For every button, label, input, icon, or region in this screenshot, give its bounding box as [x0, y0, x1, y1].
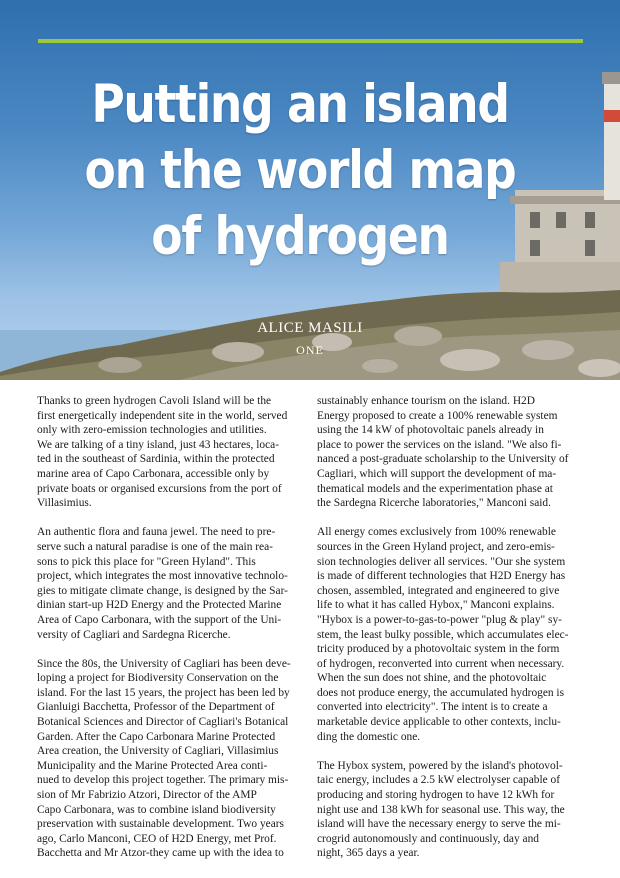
paragraph: sustainably enhance tourism on the island. H2D Energy proposed to create a 100% renewable system using the 14 kW of photovoltaic panels already in place to power the services on the island. "We also fi- nanced a post-graduate scholarship to the University of Cagliari, which will support the development of ma- thematical models and the experimentation phase at the Sardegna Ricerche laboratories," Manconi said.	[317, 395, 569, 510]
article-title	[76, 72, 523, 270]
hero-image	[0, 0, 620, 380]
title-line-3: of hydrogen	[151, 206, 449, 267]
title-rule	[38, 39, 583, 43]
paragraph: Thanks to green hydrogen Cavoli Island will be the first energetically independent site in the world, served only with zero-emission technologies and utilities. We are talking of a tiny island, just 43 hectares, loca- ted in the southeast of Sardinia, within the protected marine area of Capo Carbonara, accessible only by private boats or organised excursions from the port of Villasimius.	[37, 395, 288, 510]
paragraph: All energy comes exclusively from 100% renewable sources in the Green Hyland project, and zero-emis- sion technologies deliver all services. "Our she system is made of different technologies that H2D Energy has chosen, assembled, integrated and engineered to give life to what it has called Hybox," Manconi explains. "Hybox is a power-to-gas-to-power "plug & play" sy- stem, the least bulky possible, which accumulates elec- tricity produced by a photovoltaic system in the form of hydrogen, reconverted into current when necessary. When the sun does not shine, and the photovoltaic does not produce energy, the accumulated hydrogen is converted into electricity". The intent is to create a marketable device applicable to other contexts, inclu- ding the domestic one.	[317, 526, 569, 743]
paragraph: Since the 80s, the University of Cagliari has been deve- loping a project for Biodiversity Conservation on the island. For the last 15 years, the project has been led by Gianluigi Bacchetta, Professor of the Department of Botanical Sciences and Director of Cagliari's Botanical Garden. After the Capo Carbonara Marine Protected Area creation, the University of Cagliari, Villasimius Municipality and the Marine Protected Area conti- nued to develop this project together. The primary mis- sion of Mr Fabrizio Atzori, Director of the AMP Capo Carbonara, was to combine island biodiversity preservation with sustainable development. Two years ago, Carlo Manconi, CEO of H2D Energy, met Prof. Bacchetta and Mr Atzor-they came up with the idea to	[37, 657, 291, 860]
paragraph: An authentic flora and fauna jewel. The need to pre- serve such a natural paradise is one of the main rea- sons to pick this place for "Green Hyland". This project, which integrates the most innovative technolo- gies to mitigate climate change, is designed by the Sar- dinian start-up H2D Energy and the Protected Marine Area of Capo Carbonara, with the support of the Uni- versity of Cagliari and Sardegna Ricerche.	[37, 526, 288, 641]
author-name: ALICE MASILI	[257, 320, 363, 336]
article-column-right	[317, 394, 587, 876]
title-line-2: on the world map	[84, 140, 516, 201]
article-column-left	[37, 394, 307, 876]
title-line-1: Putting an island	[91, 74, 509, 135]
author-affiliation: ONE	[296, 343, 324, 357]
paragraph: The Hybox system, powered by the island's photovol- taic energy, includes a 2.5 kW electrolyser capable of producing and storing hydrogen to have 12 kWh for night use and 138 kWh for seasonal use. This way, the island will have the necessary energy to serve the mi- crogrid autonomously and continuously, day and night, 365 days a year.	[317, 759, 565, 860]
